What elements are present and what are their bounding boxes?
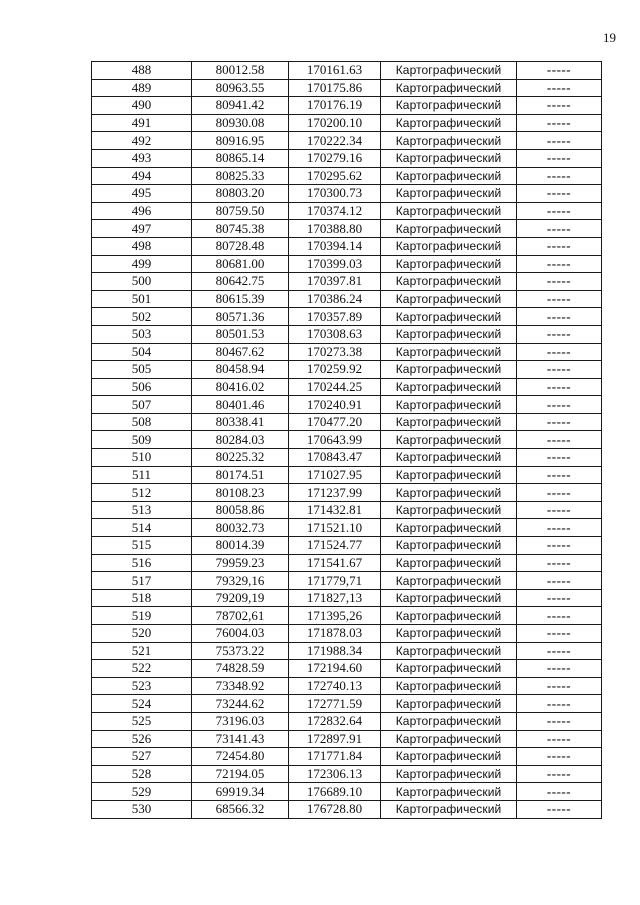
y-coordinate-cell: 171521.10 [289,519,381,537]
method-cell: Картографический [381,466,517,484]
y-coordinate-cell: 170388.80 [289,220,381,238]
table-row [92,607,602,625]
y-coordinate-cell: 170295.62 [289,167,381,185]
x-coordinate-cell: 80032.73 [192,519,289,537]
method-cell: Картографический [381,537,517,555]
note-cell: ----- [517,325,602,343]
table-row [92,167,602,185]
point-number-cell: 516 [92,554,192,572]
note-cell: ----- [517,220,602,238]
point-number-cell: 499 [92,255,192,273]
method-cell: Картографический [381,167,517,185]
method-cell: Картографический [381,97,517,115]
method-cell: Картографический [381,642,517,660]
table-row [92,800,602,818]
method-cell: Картографический [381,660,517,678]
point-number-cell: 506 [92,378,192,396]
point-number-cell: 504 [92,343,192,361]
table-row [92,519,602,537]
y-coordinate-cell: 171524.77 [289,537,381,555]
note-cell: ----- [517,97,602,115]
point-number-cell: 511 [92,466,192,484]
x-coordinate-cell: 80012.58 [192,62,289,80]
point-number-cell: 493 [92,149,192,167]
note-cell: ----- [517,308,602,326]
point-number-cell: 512 [92,484,192,502]
x-coordinate-cell: 80963.55 [192,79,289,97]
point-number-cell: 521 [92,642,192,660]
y-coordinate-cell: 170175.86 [289,79,381,97]
x-coordinate-cell: 72194.05 [192,765,289,783]
x-coordinate-cell: 80058.86 [192,501,289,519]
table-row [92,114,602,132]
method-cell: Картографический [381,308,517,326]
y-coordinate-cell: 170843.47 [289,449,381,467]
note-cell: ----- [517,361,602,379]
x-coordinate-cell: 68566.32 [192,800,289,818]
x-coordinate-cell: 80759.50 [192,202,289,220]
method-cell: Картографический [381,783,517,801]
note-cell: ----- [517,554,602,572]
x-coordinate-cell: 80338.41 [192,413,289,431]
table-row [92,220,602,238]
y-coordinate-cell: 170357.89 [289,308,381,326]
method-cell: Картографический [381,484,517,502]
table-row [92,484,602,502]
method-cell: Картографический [381,748,517,766]
note-cell: ----- [517,800,602,818]
note-cell: ----- [517,730,602,748]
note-cell: ----- [517,501,602,519]
y-coordinate-cell: 171988.34 [289,642,381,660]
point-number-cell: 515 [92,537,192,555]
table-row [92,325,602,343]
y-coordinate-cell: 171878.03 [289,625,381,643]
table-row [92,589,602,607]
table-row [92,290,602,308]
point-number-cell: 500 [92,273,192,291]
x-coordinate-cell: 73196.03 [192,712,289,730]
y-coordinate-cell: 170386.24 [289,290,381,308]
y-coordinate-cell: 170222.34 [289,132,381,150]
method-cell: Картографический [381,202,517,220]
y-coordinate-cell: 171395,26 [289,607,381,625]
y-coordinate-cell: 172740.13 [289,677,381,695]
method-cell: Картографический [381,501,517,519]
table-row [92,97,602,115]
method-cell: Картографический [381,572,517,590]
y-coordinate-cell: 176689.10 [289,783,381,801]
method-cell: Картографический [381,273,517,291]
table-row [92,273,602,291]
table-row [92,378,602,396]
y-coordinate-cell: 170279.16 [289,149,381,167]
y-coordinate-cell: 171027.95 [289,466,381,484]
method-cell: Картографический [381,396,517,414]
table-row [92,537,602,555]
table-row [92,132,602,150]
note-cell: ----- [517,466,602,484]
y-coordinate-cell: 171432.81 [289,501,381,519]
note-cell: ----- [517,765,602,783]
point-number-cell: 491 [92,114,192,132]
note-cell: ----- [517,695,602,713]
table-row [92,185,602,203]
x-coordinate-cell: 74828.59 [192,660,289,678]
point-number-cell: 497 [92,220,192,238]
x-coordinate-cell: 80174.51 [192,466,289,484]
note-cell: ----- [517,114,602,132]
method-cell: Картографический [381,677,517,695]
note-cell: ----- [517,79,602,97]
y-coordinate-cell: 172194.60 [289,660,381,678]
table-row [92,396,602,414]
y-coordinate-cell: 176728.80 [289,800,381,818]
note-cell: ----- [517,783,602,801]
x-coordinate-cell: 80930.08 [192,114,289,132]
table-row [92,677,602,695]
note-cell: ----- [517,413,602,431]
table-row [92,660,602,678]
method-cell: Картографический [381,255,517,273]
x-coordinate-cell: 80458.94 [192,361,289,379]
point-number-cell: 489 [92,79,192,97]
x-coordinate-cell: 76004.03 [192,625,289,643]
coordinates-table [91,61,602,819]
point-number-cell: 490 [92,97,192,115]
method-cell: Картографический [381,290,517,308]
y-coordinate-cell: 170259.92 [289,361,381,379]
point-number-cell: 510 [92,449,192,467]
table-row [92,783,602,801]
table-row [92,730,602,748]
x-coordinate-cell: 73141.43 [192,730,289,748]
note-cell: ----- [517,431,602,449]
note-cell: ----- [517,484,602,502]
method-cell: Картографический [381,712,517,730]
y-coordinate-cell: 170374.12 [289,202,381,220]
y-coordinate-cell: 170399.03 [289,255,381,273]
method-cell: Картографический [381,431,517,449]
point-number-cell: 524 [92,695,192,713]
x-coordinate-cell: 80916.95 [192,132,289,150]
point-number-cell: 527 [92,748,192,766]
method-cell: Картографический [381,449,517,467]
x-coordinate-cell: 75373.22 [192,642,289,660]
x-coordinate-cell: 80728.48 [192,237,289,255]
x-coordinate-cell: 80865.14 [192,149,289,167]
x-coordinate-cell: 80745.38 [192,220,289,238]
x-coordinate-cell: 80615.39 [192,290,289,308]
point-number-cell: 501 [92,290,192,308]
note-cell: ----- [517,572,602,590]
y-coordinate-cell: 170397.81 [289,273,381,291]
table-row [92,79,602,97]
x-coordinate-cell: 80284.03 [192,431,289,449]
method-cell: Картографический [381,361,517,379]
method-cell: Картографический [381,800,517,818]
method-cell: Картографический [381,132,517,150]
point-number-cell: 519 [92,607,192,625]
point-number-cell: 492 [92,132,192,150]
x-coordinate-cell: 73348.92 [192,677,289,695]
table-row [92,572,602,590]
table-row [92,255,602,273]
table-row [92,554,602,572]
note-cell: ----- [517,62,602,80]
y-coordinate-cell: 171771.84 [289,748,381,766]
x-coordinate-cell: 80571.36 [192,308,289,326]
table-row [92,149,602,167]
point-number-cell: 530 [92,800,192,818]
coordinates-table-body [92,62,602,819]
x-coordinate-cell: 73244.62 [192,695,289,713]
note-cell: ----- [517,396,602,414]
note-cell: ----- [517,167,602,185]
point-number-cell: 507 [92,396,192,414]
table-row [92,466,602,484]
table-row [92,765,602,783]
table-row [92,62,602,80]
note-cell: ----- [517,237,602,255]
note-cell: ----- [517,748,602,766]
y-coordinate-cell: 170643.99 [289,431,381,449]
point-number-cell: 509 [92,431,192,449]
y-coordinate-cell: 171779,71 [289,572,381,590]
note-cell: ----- [517,642,602,660]
method-cell: Картографический [381,554,517,572]
x-coordinate-cell: 80681.00 [192,255,289,273]
y-coordinate-cell: 170273.38 [289,343,381,361]
x-coordinate-cell: 80108.23 [192,484,289,502]
method-cell: Картографический [381,325,517,343]
point-number-cell: 495 [92,185,192,203]
x-coordinate-cell: 78702,61 [192,607,289,625]
y-coordinate-cell: 170161.63 [289,62,381,80]
y-coordinate-cell: 172306.13 [289,765,381,783]
point-number-cell: 526 [92,730,192,748]
table-row [92,361,602,379]
y-coordinate-cell: 170176.19 [289,97,381,115]
method-cell: Картографический [381,589,517,607]
method-cell: Картографический [381,625,517,643]
point-number-cell: 503 [92,325,192,343]
x-coordinate-cell: 80941.42 [192,97,289,115]
point-number-cell: 525 [92,712,192,730]
x-coordinate-cell: 80014.39 [192,537,289,555]
point-number-cell: 522 [92,660,192,678]
table-row [92,748,602,766]
table-row [92,501,602,519]
x-coordinate-cell: 79209,19 [192,589,289,607]
point-number-cell: 508 [92,413,192,431]
table-row [92,308,602,326]
note-cell: ----- [517,185,602,203]
method-cell: Картографический [381,607,517,625]
note-cell: ----- [517,677,602,695]
note-cell: ----- [517,378,602,396]
method-cell: Картографический [381,185,517,203]
y-coordinate-cell: 170244.25 [289,378,381,396]
y-coordinate-cell: 170240.91 [289,396,381,414]
method-cell: Картографический [381,149,517,167]
note-cell: ----- [517,660,602,678]
point-number-cell: 513 [92,501,192,519]
x-coordinate-cell: 80401.46 [192,396,289,414]
y-coordinate-cell: 172897.91 [289,730,381,748]
x-coordinate-cell: 80642.75 [192,273,289,291]
note-cell: ----- [517,712,602,730]
table-row [92,343,602,361]
x-coordinate-cell: 80416.02 [192,378,289,396]
table-row [92,237,602,255]
note-cell: ----- [517,255,602,273]
method-cell: Картографический [381,765,517,783]
point-number-cell: 529 [92,783,192,801]
method-cell: Картографический [381,114,517,132]
point-number-cell: 505 [92,361,192,379]
table-row [92,712,602,730]
note-cell: ----- [517,273,602,291]
method-cell: Картографический [381,519,517,537]
note-cell: ----- [517,132,602,150]
table-row [92,695,602,713]
table-row [92,413,602,431]
method-cell: Картографический [381,695,517,713]
y-coordinate-cell: 170300.73 [289,185,381,203]
method-cell: Картографический [381,378,517,396]
table-row [92,642,602,660]
y-coordinate-cell: 170394.14 [289,237,381,255]
y-coordinate-cell: 171827,13 [289,589,381,607]
x-coordinate-cell: 80501.53 [192,325,289,343]
y-coordinate-cell: 170308.63 [289,325,381,343]
method-cell: Картографический [381,413,517,431]
note-cell: ----- [517,625,602,643]
point-number-cell: 517 [92,572,192,590]
table-row [92,202,602,220]
x-coordinate-cell: 79959.23 [192,554,289,572]
x-coordinate-cell: 72454.80 [192,748,289,766]
y-coordinate-cell: 171541.67 [289,554,381,572]
x-coordinate-cell: 80467.62 [192,343,289,361]
page-number: 19 [603,30,616,45]
method-cell: Картографический [381,343,517,361]
table-row [92,449,602,467]
note-cell: ----- [517,537,602,555]
point-number-cell: 523 [92,677,192,695]
note-cell: ----- [517,519,602,537]
method-cell: Картографический [381,730,517,748]
point-number-cell: 488 [92,62,192,80]
x-coordinate-cell: 80825.33 [192,167,289,185]
note-cell: ----- [517,290,602,308]
note-cell: ----- [517,607,602,625]
x-coordinate-cell: 79329,16 [192,572,289,590]
note-cell: ----- [517,343,602,361]
y-coordinate-cell: 172832.64 [289,712,381,730]
table-row [92,625,602,643]
point-number-cell: 496 [92,202,192,220]
point-number-cell: 498 [92,237,192,255]
table-row [92,431,602,449]
x-coordinate-cell: 80803.20 [192,185,289,203]
note-cell: ----- [517,149,602,167]
note-cell: ----- [517,449,602,467]
point-number-cell: 518 [92,589,192,607]
point-number-cell: 520 [92,625,192,643]
x-coordinate-cell: 80225.32 [192,449,289,467]
method-cell: Картографический [381,237,517,255]
note-cell: ----- [517,202,602,220]
note-cell: ----- [517,589,602,607]
y-coordinate-cell: 172771.59 [289,695,381,713]
x-coordinate-cell: 69919.34 [192,783,289,801]
method-cell: Картографический [381,79,517,97]
point-number-cell: 514 [92,519,192,537]
y-coordinate-cell: 171237.99 [289,484,381,502]
point-number-cell: 528 [92,765,192,783]
y-coordinate-cell: 170477.20 [289,413,381,431]
point-number-cell: 494 [92,167,192,185]
method-cell: Картографический [381,62,517,80]
point-number-cell: 502 [92,308,192,326]
method-cell: Картографический [381,220,517,238]
y-coordinate-cell: 170200.10 [289,114,381,132]
